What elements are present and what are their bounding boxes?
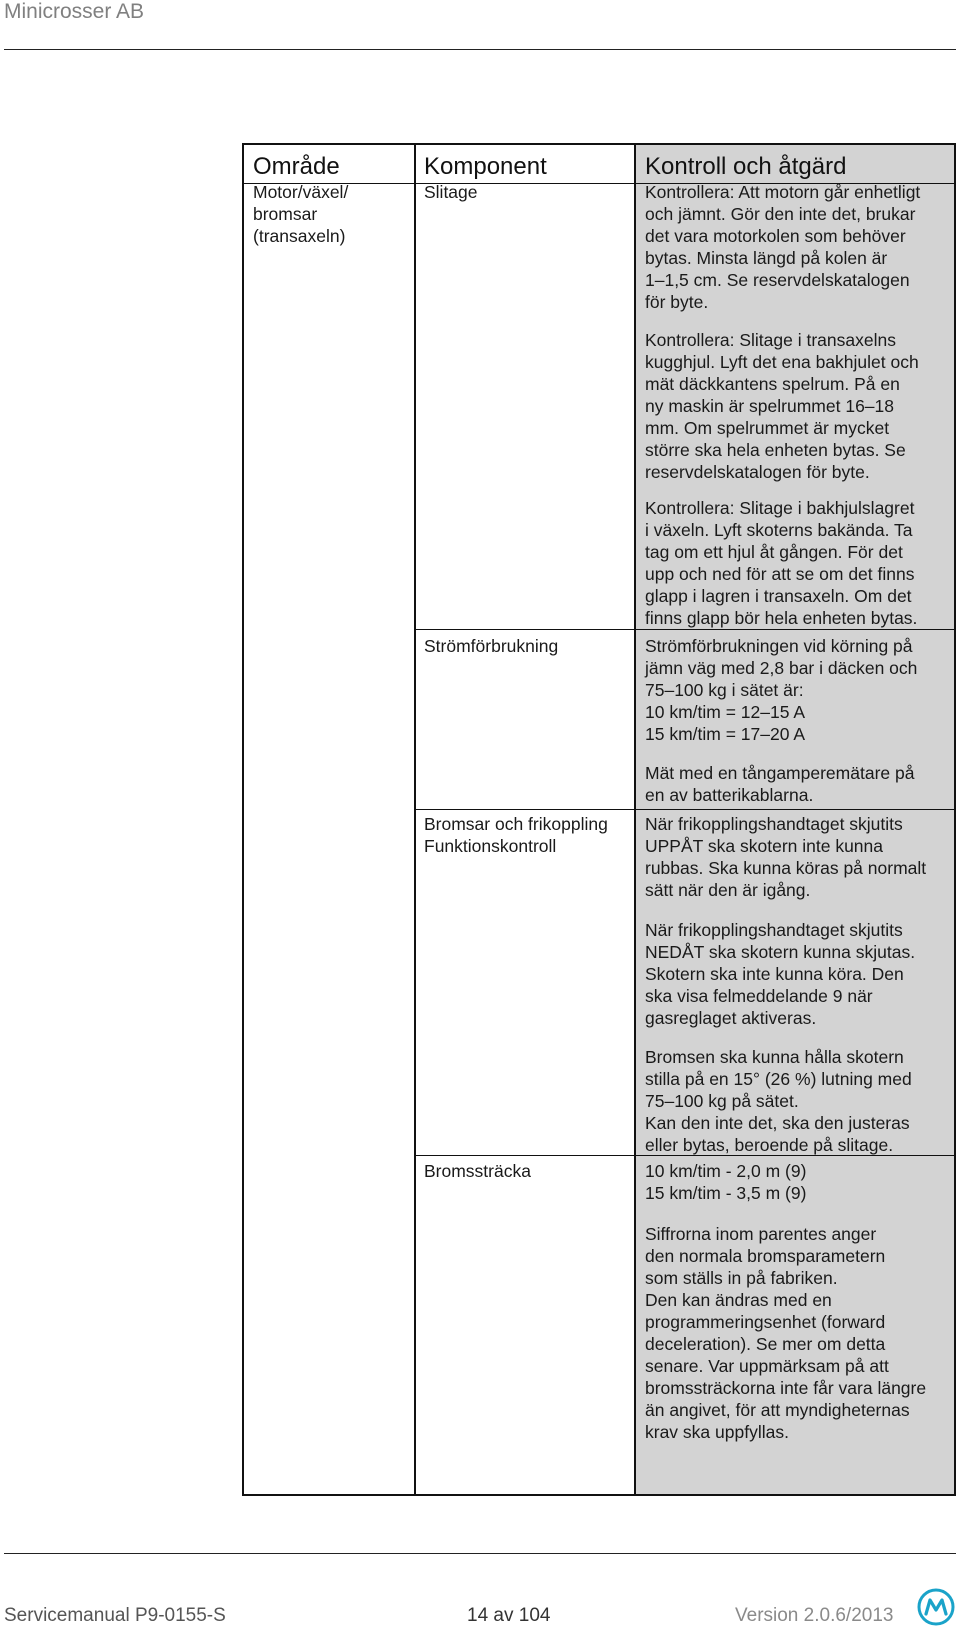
- minicrosser-logo-icon: [917, 1588, 955, 1626]
- component-brakes-freewheel: Bromsar och frikoppling Funktionskontroll: [424, 814, 608, 856]
- row-divider: [414, 809, 954, 810]
- component-current-draw: Strömförbrukning: [424, 636, 559, 656]
- inspection-table: [242, 143, 956, 1496]
- manual-title: Servicemanual P9-0155-S: [4, 1605, 226, 1626]
- column-header-action: Kontroll och åtgärd: [645, 153, 847, 180]
- check-braking-distance: 10 km/tim - 2,0 m (9) 15 km/tim - 3,5 m (9): [645, 1161, 807, 1203]
- check-brake-hold: Bromsen ska kunna hålla skotern stilla på en 15° (26 %) lutning med 75–100 kg på sätet. Kan den inte det, ska den justeras eller bytas, beroende på slitage.: [645, 1047, 912, 1155]
- column-divider: [414, 145, 416, 1494]
- component-wear: Slitage: [424, 182, 478, 202]
- check-brake-parameter-note: Siffrorna inom parentes anger den normala bromsparametern som ställs in på fabriken. Den kan ändras med en programmeringsenhet (forward deceleration). Se mer om detta senare. Var uppmärksam på att bromssträckorna inte får vara längre än angivet, för att myndigheternas krav ska uppfyllas.: [645, 1224, 927, 1442]
- component-braking-distance: Bromssträcka: [424, 1161, 531, 1181]
- column-divider: [634, 145, 636, 1494]
- check-motor-brushes: Kontrollera: Att motorn går enhetligt och jämnt. Gör den inte det, brukar det vara motorkolen som behöver bytas. Minsta längd på kolen är 1–1,5 cm. Se reservdelskatalogen för byte.: [645, 182, 921, 312]
- row-divider: [414, 629, 954, 630]
- version-label: Version 2.0.6/2013: [735, 1605, 894, 1626]
- check-transaxle-gears: Kontrollera: Slitage i transaxelns kugghjul. Lyft det ena bakhjulet och mät däckkantens spelrum. På en ny maskin är spelrummet 16–18 mm. Om spelrummet är mycket större ska hela enheten bytas. Se reservdelskatalogen för byte.: [645, 330, 919, 482]
- column-header-area: Område: [253, 153, 340, 180]
- check-freewheel-down: När frikopplingshandtaget skjutits NEDÅT ska skotern kunna skjutas. Skotern ska inte kunna köra. Den ska visa felmeddelande 9 när gasreglaget aktiveras.: [645, 920, 916, 1028]
- page-number: 14 av 104: [467, 1605, 551, 1626]
- footer-divider: [4, 1553, 956, 1554]
- column-header-component: Komponent: [424, 153, 547, 180]
- check-clamp-meter: Mät med en tångamperemätare på en av batterikablarna.: [645, 763, 915, 805]
- check-rear-bearing: Kontrollera: Slitage i bakhjulslagret i växeln. Lyft skoterns bakända. Ta tag om ett hjul åt gången. För det upp och ned för att se om det finns glapp i lagren i transaxeln. Om det finns glapp bör hela enheten bytas.: [645, 498, 918, 628]
- area-cell: Motor/växel/ bromsar (transaxeln): [253, 182, 349, 246]
- check-freewheel-up: När frikopplingshandtaget skjutits UPPÅT ska skotern inte kunna rubbas. Ska kunna köras på normalt sätt när den är igång.: [645, 814, 927, 900]
- header-divider: [4, 49, 956, 50]
- check-current-draw: Strömförbrukningen vid körning på jämn väg med 2,8 bar i däcken och 75–100 kg i sätet är: 10 km/tim = 12–15 A 15 km/tim = 17–20 A: [645, 636, 918, 744]
- company-name: Minicrosser AB: [4, 0, 145, 23]
